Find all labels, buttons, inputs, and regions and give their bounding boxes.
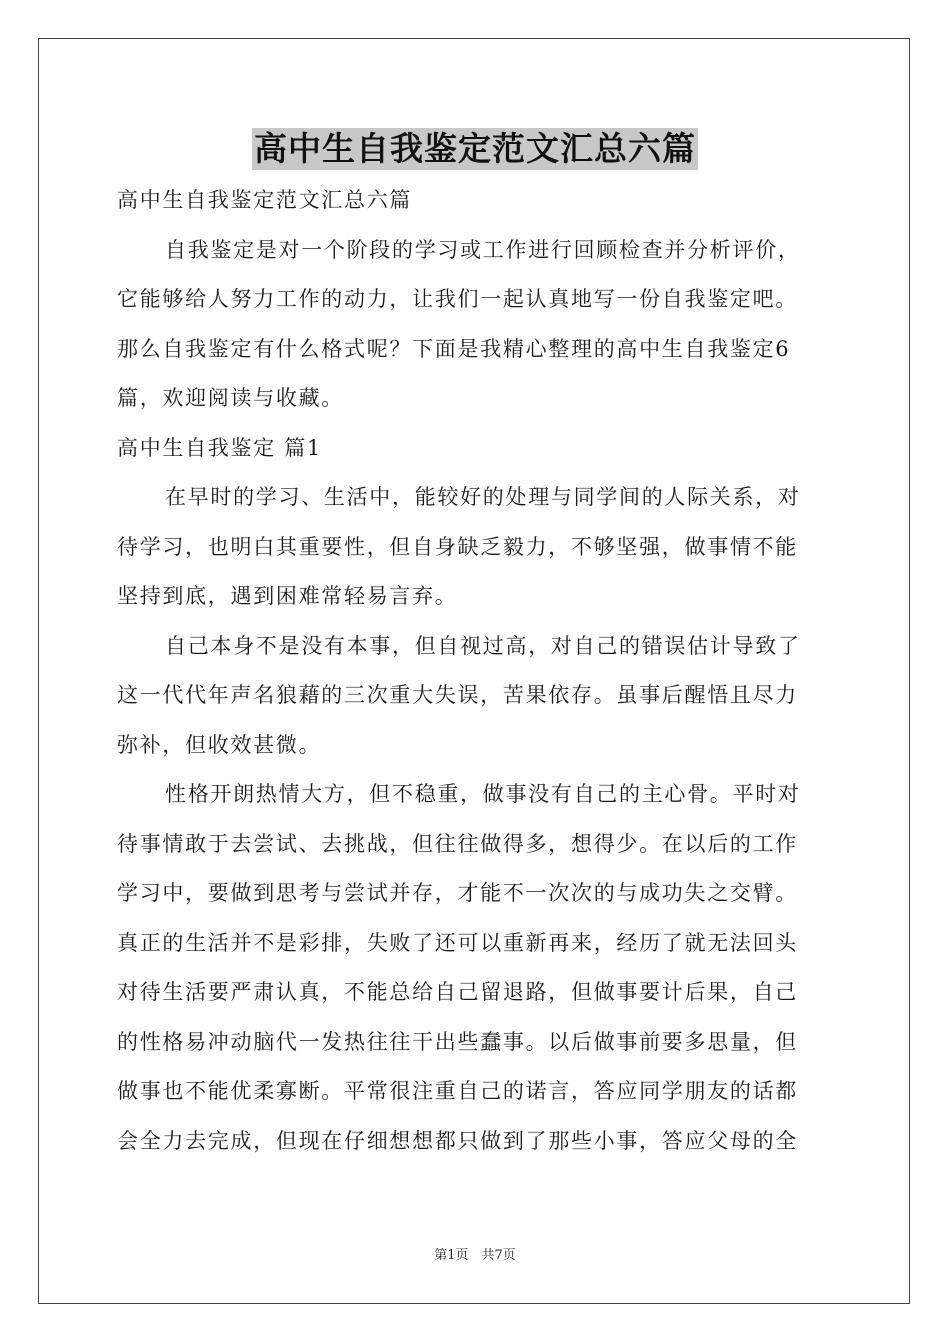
document-title: 高中生自我鉴定范文汇总六篇: [254, 129, 696, 168]
document-body: [117, 180, 835, 1170]
text-line: 的性格易冲动脑代一发热往往干出些蠢事。以后做事前要多思量，但: [117, 1029, 798, 1054]
page-number: 第1页 共7页: [434, 1248, 516, 1263]
text-line: 这一代代年声名狼藉的三次重大失误，苦果依存。虽事后醒悟且尽力: [117, 683, 798, 707]
text-line: 自己本身不是没有本事，但自视过高，对自己的错误估计导致了: [165, 633, 801, 658]
text-line: 待学习，也明白其重要性，但自身缺乏毅力，不够坚强，做事情不能: [117, 534, 798, 559]
text-line: 会全力去完成，但现在仔细想想都只做到了那些小事，答应父母的全: [117, 1128, 798, 1153]
text-line: 对待生活要严肃认真，不能总给自己留退路，但做事要计后果，自己: [117, 980, 798, 1004]
text-line: 在早时的学习、生活中，能较好的处理与同学间的人际关系，对: [165, 485, 801, 509]
text-line: 性格开朗热情大方，但不稳重，做事没有自己的主心骨。平时对: [165, 782, 801, 806]
text-line: 那么自我鉴定有什么格式呢？下面是我精心整理的高中生自我鉴定6: [117, 336, 791, 361]
text-line: 真正的生活并不是彩排，失败了还可以重新再来，经历了就无法回头: [117, 930, 798, 955]
text-line: 做事也不能优柔寡断。平常很注重自己的诺言，答应同学朋友的话都: [117, 1079, 798, 1103]
text-line: 它能够给人努力工作的动力，让我们一起认真地写一份自我鉴定吧。: [117, 287, 798, 311]
text-line: 弥补，但收效甚微。: [117, 732, 322, 757]
title-block: [0, 128, 950, 170]
text-line: 高中生自我鉴定范文汇总六篇: [117, 188, 413, 212]
page-footer: [0, 1247, 950, 1265]
text-line: 坚持到底，遇到困难常轻易言弃。: [117, 584, 458, 608]
text-line: 学习中，要做到思考与尝试并存，才能不一次次的与成功失之交臂。: [117, 881, 798, 905]
text-line: 自我鉴定是对一个阶段的学习或工作进行回顾检查并分析评价，: [165, 237, 801, 262]
text-line: 高中生自我鉴定 篇1: [117, 435, 323, 460]
text-line: 篇，欢迎阅读与收藏。: [117, 386, 344, 410]
text-line: 待事情敢于去尝试、去挑战，但往往做得多，想得少。在以后的工作: [117, 831, 798, 856]
